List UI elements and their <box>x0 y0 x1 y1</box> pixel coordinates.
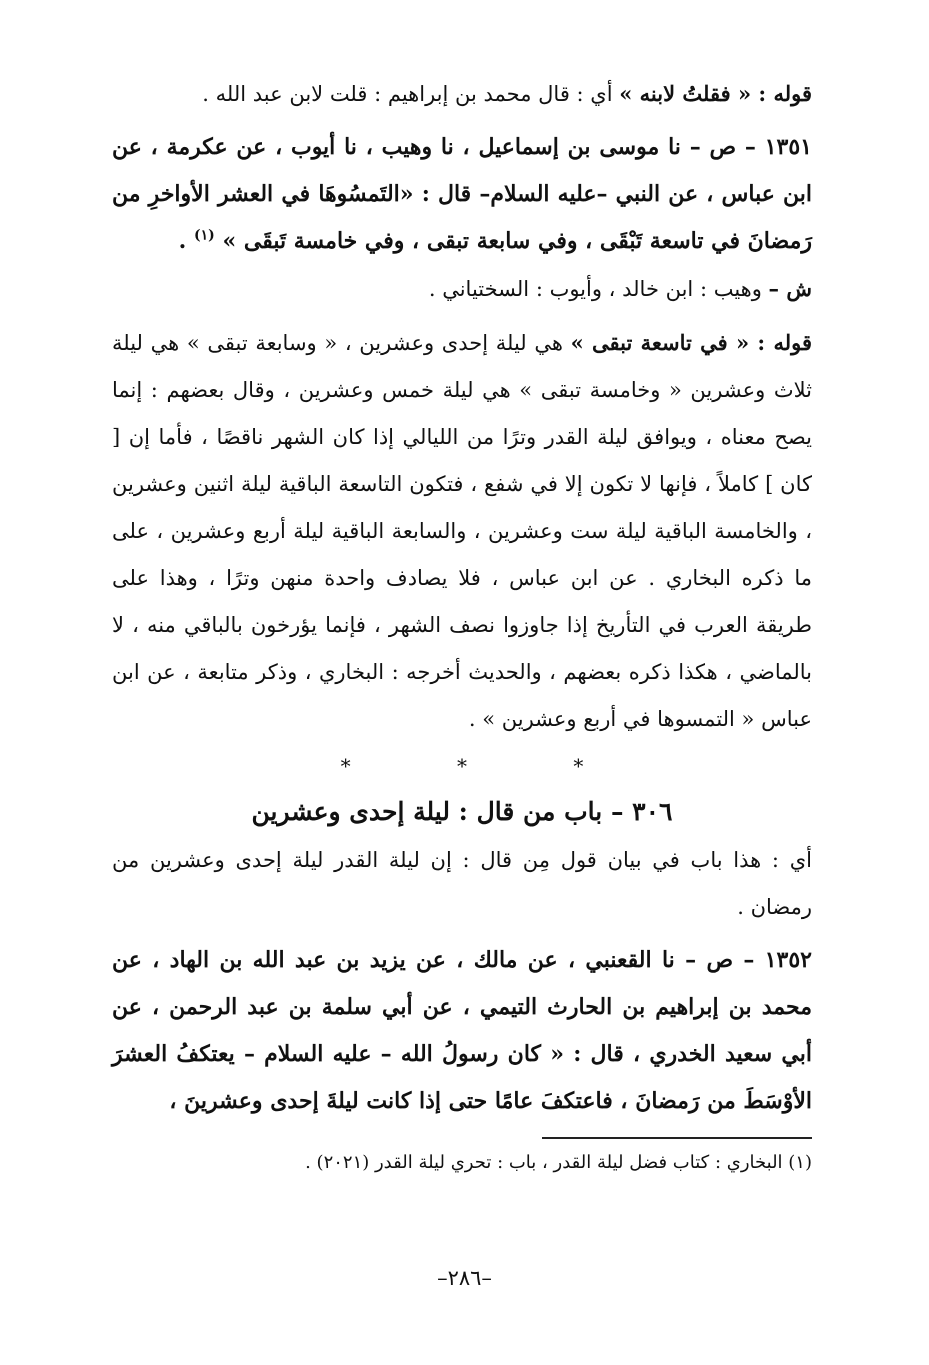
paragraph-1 <box>112 70 812 118</box>
paragraph-2-text: وهيب : ابن خالد ، وأيوب : السختياني . <box>428 277 769 301</box>
page-number: –٢٨٦– <box>437 1266 492 1290</box>
chapter-intro: أي : هذا باب في بيان قول مِن قال : إن ليلة القدر ليلة إحدى وعشرين من رمضان . <box>112 848 812 919</box>
paragraph-3-lead: قوله : « في تاسعة تبقى » <box>570 330 812 355</box>
paragraph-1-lead: قوله : « فقلتُ لابنه » <box>619 81 812 106</box>
hadith-1351 <box>112 124 812 265</box>
footnote: (١) البخاري : كتاب فضل ليلة القدر ، باب : تحري ليلة القدر (٢٠٢١) . <box>305 1152 812 1173</box>
section-separator: * * * <box>340 754 634 778</box>
paragraph-3 <box>112 319 812 743</box>
footnote-reference: (١) <box>194 227 215 244</box>
hadith-1351-end: . <box>178 228 194 254</box>
hadith-1351-text: ١٣٥١ – ص – نا موسى بن إسماعيل ، نا وهيب ، نا أيوب ، عن عكرمة ، عن ابن عباس ، عن النبي –عليه السلام– قال : «التَمسُوهَا في العشر الأواخرِ من رَمضانَ في تاسعة تَبْقَى ، وفي سابعة تبقى ، وفي خامسة تَبقَى » <box>112 134 812 254</box>
paragraph-2-lead: ش – <box>768 276 812 301</box>
chapter-heading: ٣٠٦ – باب من قال : ليلة إحدى وعشرين <box>251 797 673 826</box>
paragraph-1-text: أي : قال محمد بن إبراهيم : قلت لابن عبد الله . <box>202 82 620 106</box>
page-body <box>112 70 812 1181</box>
hadith-1352: ١٣٥٢ – ص – نا القعنبي ، عن مالك ، عن يزيد بن عبد الله بن الهاد ، عن محمد بن إبراهيم بن الحارث التيمي ، عن أبي سلمة بن عبد الرحمن ، عن أبي سعيد الخدري ، قال : « كان رسولُ الله – عليه السلام – يعتكفُ العشرَ الأوْسَطَ من رَمضانَ ، فاعتكفَ عامًا حتى إذا كانت ليلةَ إحدى وعشرينَ ، <box>112 947 812 1114</box>
footnote-divider <box>542 1137 812 1139</box>
paragraph-2 <box>112 265 812 313</box>
paragraph-3-text: هي ليلة إحدى وعشرين ، « وسابعة تبقى » هي ليلة ثلاث وعشرين « وخامسة تبقى » هي ليلة خمس وعشرين ، وقال بعضهم : إنما يصح معناه ، ويوافق ليلة القدر وترًا من الليالي إذا كان الشهر ناقصًا ، فأما إن [ كان ] كاملاً ، فإنها لا تكون إلا في شفع ، فتكون التاسعة الباقية ليلة اثنين وعشرين ، والخامسة الباقية ليلة ست وعشرين ، والسابعة الباقية ليلة أربع وعشرين ، على ما ذكره البخاري . عن ابن عباس ، فلا يصادف واحدة منهن وترًا ، وهذا على طريقة العرب في التأريخ إذا جاوزوا نصف الشهر ، فإنما يؤرخون بالباقي منه ، لا بالماضي ، هكذا ذكره بعضهم ، والحديث أخرجه : البخاري ، وذكر متابعة ، عن ابن عباس « التمسوها في أربع وعشرين » . <box>112 331 812 731</box>
